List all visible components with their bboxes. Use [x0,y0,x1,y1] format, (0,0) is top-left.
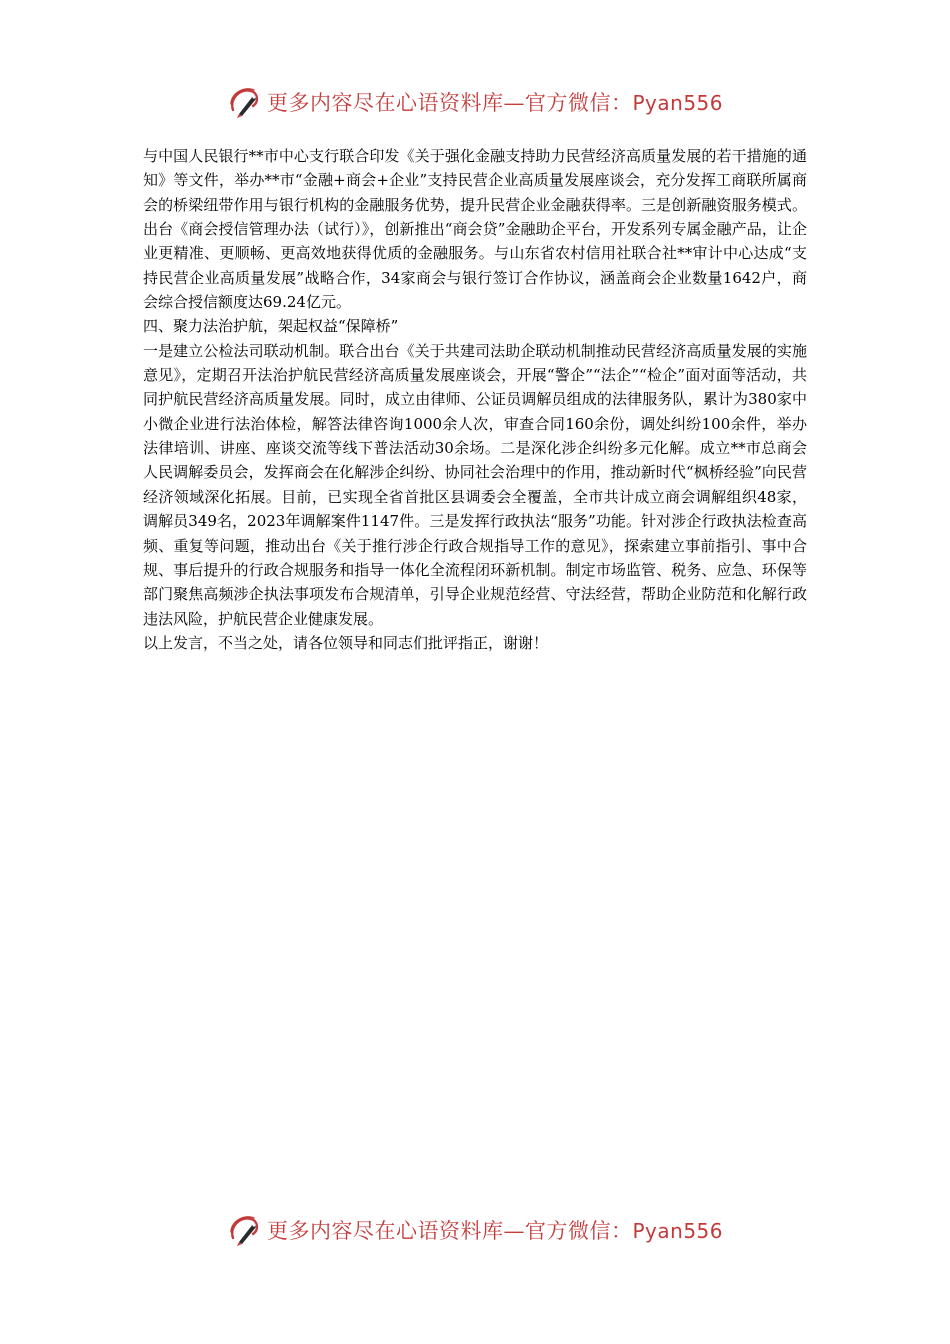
paragraph-legal: 一是建立公检法司联动机制。联合出台《关于共建司法助企联动机制推动民营经济高质量发展的实施意见》，定期召开法治护航民营经济高质量发展座谈会，开展“警企”“法企”“检企”面对面等活动，共同护航民营经济高质量发展。同时，成立由律师、公证员调解员组成的法律服务队，累计为380家中小微企业进行法治体检，解答法律咨询1000余人次，审查合同160余份，调处纠纷100余件，举办法律培训、讲座、座谈交流等线下普法活动30余场。二是深化涉企纠纷多元化解。成立**市总商会人民调解委员会，发挥商会在化解涉企纠纷、协同社会治理中的作用，推动新时代“枫桥经验”向民营经济领域深化拓展。目前，已实现全省首批区县调委会全覆盖，全市共计成立商会调解组织48家，调解员349名，2023年调解案件1147件。三是发挥行政执法“服务”功能。针对涉企行政执法检查高频、重复等问题，推动出台《关于推行涉企行政合规指导工作的意见》，探索建立事前指引、事中合规、事后提升的行政合规服务和指导一体化全流程闭环新机制。制定市场监管、税务、应急、环保等部门聚焦高频涉企执法事项发布合规清单，引导企业规范经营、守法经营，帮助企业防范和化解行政违法风险，护航民营企业健康发展。 [143,341,807,628]
banner-text [267,87,723,117]
paragraph-finance: 与中国人民银行**市中心支行联合印发《关于强化金融支持助力民营经济高质量发展的若干措施的通知》等文件，举办**市“金融+商会+企业”支持民营企业高质量发展座谈会，充分发挥工商联所属商会的桥梁纽带作用与银行机构的金融服务优势，提升民营企业金融获得率。三是创新融资服务模式。出台《商会授信管理办法（试行）》，创新推出“商会贷”金融助企平台，开发系列专属金融产品，让企业更精准、更顺畅、更高效地获得优质的金融服务。与山东省农村信用社联合社**审计中心达成“支持民营企业高质量发展”战略合作，34家商会与银行签订合作协议，涵盖商会企业数量1642户，商会综合授信额度达69.24亿元。 [143,147,807,312]
footer-banner [0,1210,950,1250]
banner-wechat-id: Pyan556 [632,91,723,115]
paragraph-closing: 以上发言，不当之处，请各位领导和同志们批评指正，谢谢！ [143,633,549,652]
pen-nib-swirl-icon [227,1212,263,1248]
banner-text-cn: 更多内容尽在心语资料库—官方微信： [266,91,633,115]
header-banner [0,82,950,122]
document-body [143,144,807,655]
pen-nib-swirl-icon [227,84,263,120]
banner-text [267,1215,723,1245]
section-heading-legal: 四、聚力法治护航，架起权益“保障桥” [143,317,399,336]
banner-wechat-id: Pyan556 [632,1219,723,1243]
banner-text-cn: 更多内容尽在心语资料库—官方微信： [266,1219,633,1243]
